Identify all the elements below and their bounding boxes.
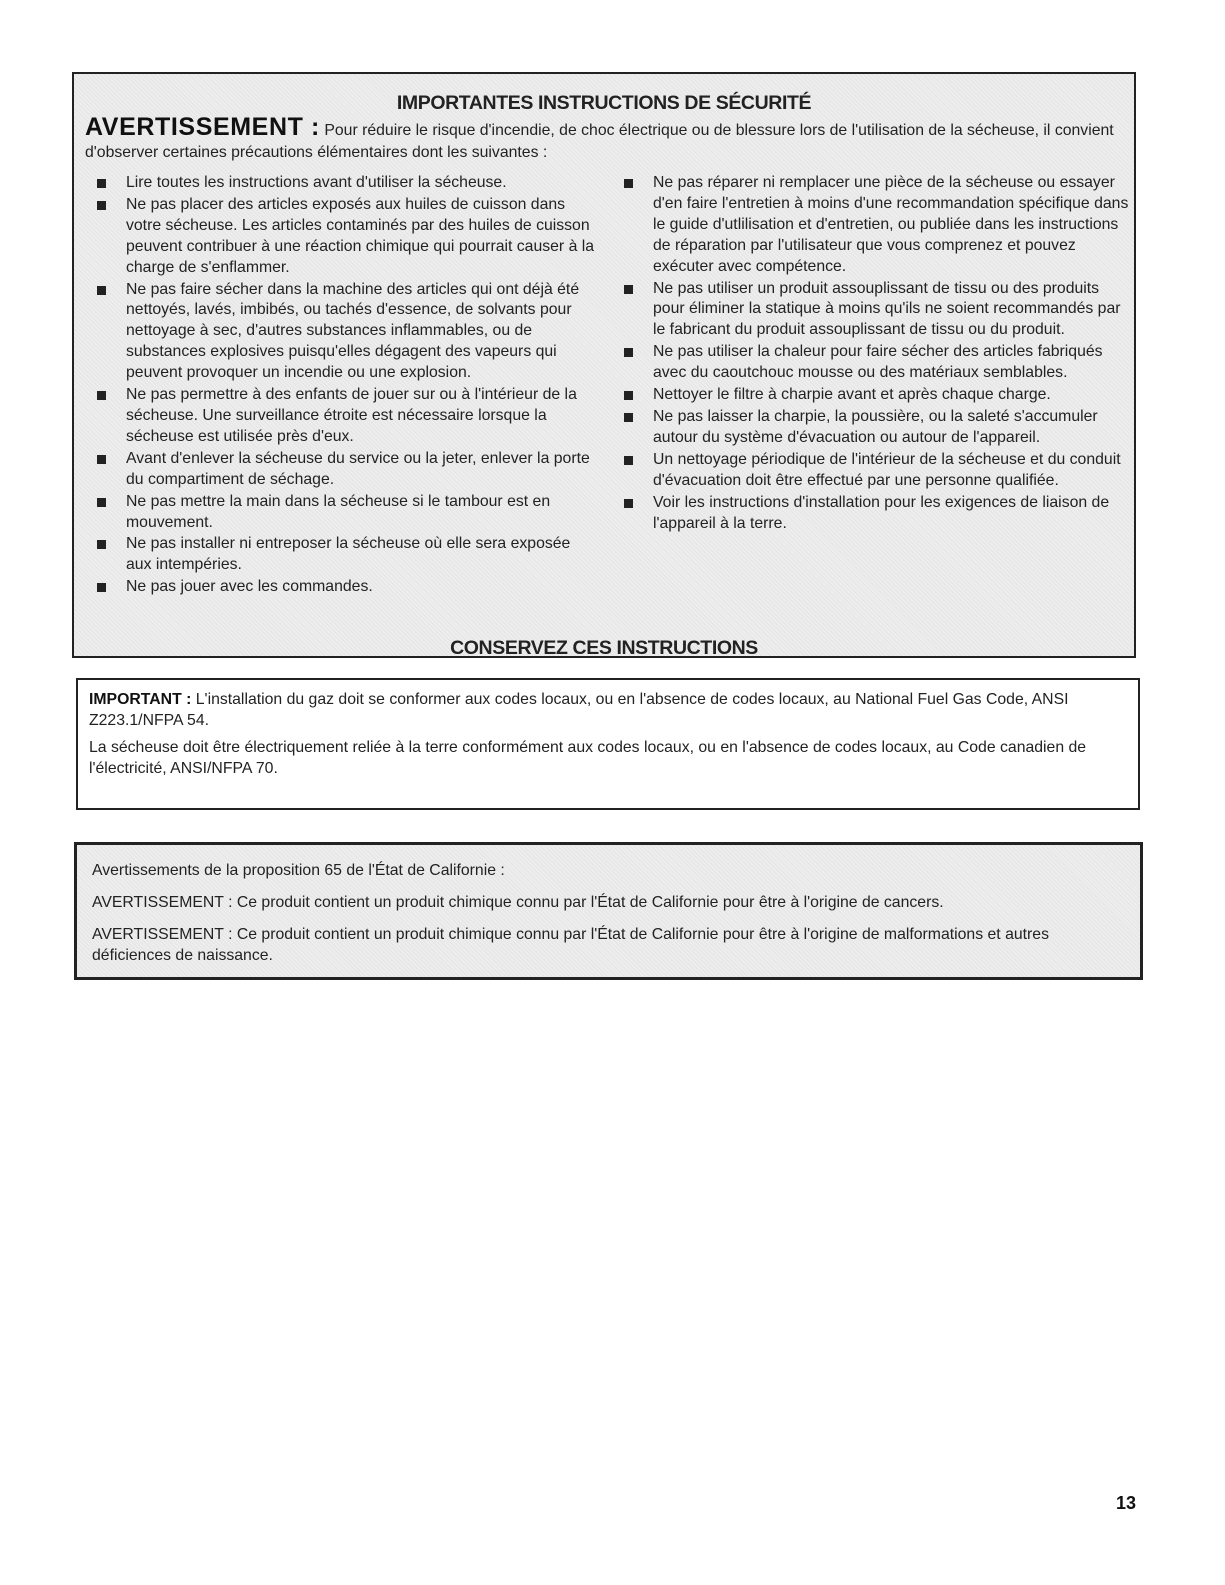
instruction-item: Ne pas installer ni entreposer la sécheuse où elle sera exposée aux intempéries. bbox=[95, 534, 600, 576]
instruction-item: Ne pas laisser la charpie, la poussière, ou la saleté s'accumuler autour du système d'évacuation ou autour de l'appareil. bbox=[622, 407, 1132, 449]
gas-code-text: L'installation du gaz doit se conformer aux codes locaux, ou en l'absence de codes locaux, au National Fuel Gas Code, ANSI Z223.1/NFPA 54. bbox=[89, 691, 1069, 729]
warning-intro-text: Pour réduire le risque d'incendie, de choc électrique ou de blessure lors de l'utilisation de la sécheuse, il convient d'observer certaines précautions élémentaires dont les suivantes : bbox=[85, 122, 1114, 161]
square-bullet-icon bbox=[624, 179, 633, 188]
instruction-item: Ne pas utiliser un produit assouplissant de tissu ou des produits pour éliminer la statique à moins qu'ils ne soient recommandés par le fabricant du produit assouplissant de tissu ou du produit. bbox=[622, 279, 1132, 342]
square-bullet-icon bbox=[97, 455, 106, 464]
instruction-item: Avant d'enlever la sécheuse du service ou la jeter, enlever la porte du compartiment de séchage. bbox=[95, 449, 600, 491]
gas-installation-notice bbox=[76, 678, 1140, 810]
square-bullet-icon bbox=[624, 285, 633, 294]
square-bullet-icon bbox=[624, 413, 633, 422]
important-label: IMPORTANT : bbox=[89, 691, 192, 708]
right-instruction-list bbox=[622, 173, 1132, 535]
instruction-item: Ne pas faire sécher dans la machine des articles qui ont déjà été nettoyés, lavés, imbibés, ou tachés d'essence, de solvants pour nettoyage à sec, d'autres substances inflammables, ou de substances explosives puisqu'elles dégagent des vapeurs qui peuvent provoquer un incendie ou une explosion. bbox=[95, 280, 600, 385]
square-bullet-icon bbox=[97, 540, 106, 549]
page-number: 13 bbox=[1116, 1493, 1137, 1513]
instruction-item: Lire toutes les instructions avant d'utiliser la sécheuse. bbox=[95, 173, 600, 194]
left-instruction-list bbox=[95, 173, 600, 599]
instruction-item: Ne pas utiliser la chaleur pour faire sécher des articles fabriqués avec du caoutchouc mousse ou des matériaux semblables. bbox=[622, 342, 1132, 384]
instruction-item: Ne pas mettre la main dans la sécheuse si le tambour est en mouvement. bbox=[95, 492, 600, 534]
square-bullet-icon bbox=[97, 286, 106, 295]
prop65-birth-defects-warning: AVERTISSEMENT : Ce produit contient un produit chimique connu par l'État de Californie pour être à l'origine de malformations et autres déficiences de naissance. bbox=[92, 926, 1049, 964]
gas-code-paragraph bbox=[89, 690, 1118, 731]
prop65-warning-box bbox=[74, 842, 1143, 980]
safety-instructions-box bbox=[72, 72, 1136, 658]
square-bullet-icon bbox=[97, 583, 106, 592]
prop65-heading: Avertissements de la proposition 65 de l'État de Californie : bbox=[92, 862, 505, 879]
save-instructions-heading: CONSERVEZ CES INSTRUCTIONS bbox=[450, 637, 758, 659]
square-bullet-icon bbox=[624, 391, 633, 400]
square-bullet-icon bbox=[624, 348, 633, 357]
safety-title: IMPORTANTES INSTRUCTIONS DE SÉCURITÉ bbox=[396, 92, 812, 114]
instruction-item: Un nettoyage périodique de l'intérieur de la sécheuse et du conduit d'évacuation doit être effectué par une personne qualifiée. bbox=[622, 450, 1132, 492]
warning-label: AVERTISSEMENT : bbox=[85, 113, 320, 141]
instruction-item: Ne pas jouer avec les commandes. bbox=[95, 577, 600, 598]
square-bullet-icon bbox=[97, 498, 106, 507]
square-bullet-icon bbox=[97, 179, 106, 188]
square-bullet-icon bbox=[624, 456, 633, 465]
prop65-cancer-warning: AVERTISSEMENT : Ce produit contient un produit chimique connu par l'État de Californie pour être à l'origine de cancers. bbox=[92, 894, 944, 911]
instruction-item: Ne pas permettre à des enfants de jouer sur ou à l'intérieur de la sécheuse. Une surveillance étroite est nécessaire lorsque la sécheuse est utilisée près d'eux. bbox=[95, 385, 600, 448]
square-bullet-icon bbox=[97, 391, 106, 400]
instruction-item: Voir les instructions d'installation pour les exigences de liaison de l'appareil à la terre. bbox=[622, 493, 1132, 535]
safety-intro bbox=[85, 113, 1122, 164]
square-bullet-icon bbox=[624, 499, 633, 508]
instruction-item: Ne pas réparer ni remplacer une pièce de la sécheuse ou essayer d'en faire l'entretien à moins d'une recommandation spécifique dans le guide d'utlilisation et d'entretien, ou publiée dans les instructions de réparation par l'utilisateur que vous comprenez et pouvez exécuter avec compétence. bbox=[622, 173, 1132, 278]
electrical-ground-paragraph: La sécheuse doit être électriquement reliée à la terre conformément aux codes locaux, ou en l'absence de codes locaux, au Code canadien de l'électricité, ANSI/NFPA 70. bbox=[89, 739, 1087, 777]
square-bullet-icon bbox=[97, 201, 106, 210]
instruction-item: Ne pas placer des articles exposés aux huiles de cuisson dans votre sécheuse. Les articles contaminés par des huiles de cuisson peuvent contribuer à une réaction chimique qui pourrait causer à la charge de s'enflammer. bbox=[95, 195, 600, 279]
instruction-item: Nettoyer le filtre à charpie avant et après chaque charge. bbox=[622, 385, 1132, 406]
